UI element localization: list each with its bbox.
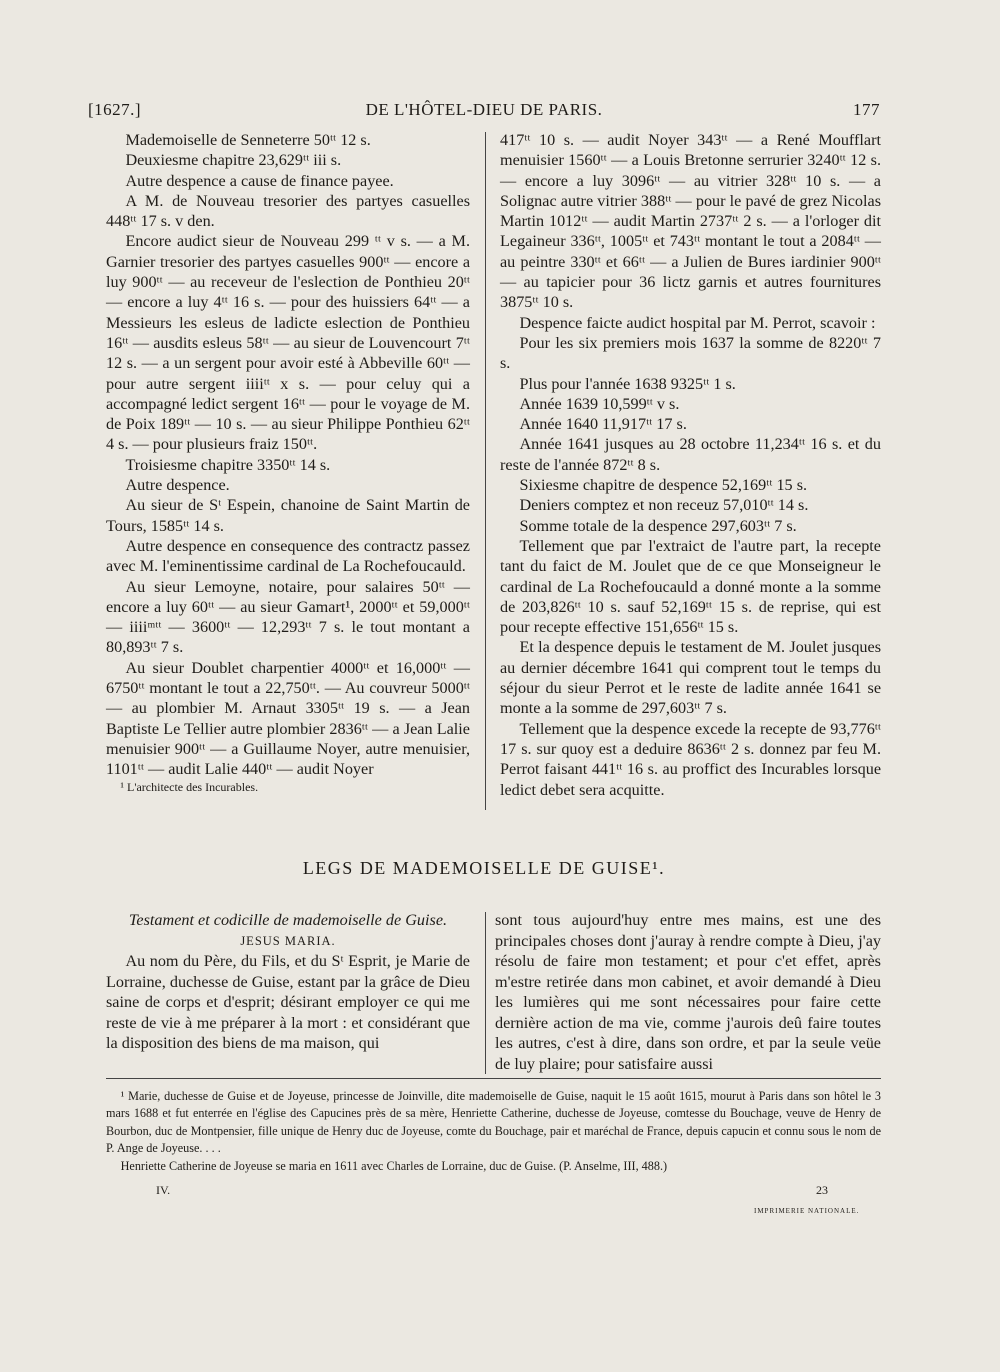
testament-left-column <box>106 910 470 1054</box>
paragraph: Autre despence en consequence des contractz passez avec M. l'eminentissime cardinal de La Rochefoucauld. <box>106 536 470 576</box>
paragraph: Somme totale de la despence 297,603ᵗᵗ 7 s. <box>519 516 797 535</box>
paragraph: Au nom du Père, du Fils, et du Sᵗ Esprit, je Marie de Lorraine, duchesse de Guise, estant par la grâce de Dieu saine de corps et d'esprit; désirant employer ce qui me reste de vie à me préparer à la mort : et considérant que la disposition des biens de ma maison, qui <box>106 952 470 1052</box>
paragraph: Troisiesme chapitre 3350ᵗᵗ 14 s. <box>125 455 331 474</box>
footnote: Henriette Catherine de Joyeuse se maria en 1611 avec Charles de Lorraine, duc de Guise. (P. Anselme, III, 488.) <box>120 1158 668 1173</box>
testament-subtitle: JESUS MARIA. <box>240 933 336 948</box>
column-footnote: ¹ L'architecte des Incurables. <box>120 779 259 794</box>
header-title: DE L'HÔTEL-DIEU DE PARIS. <box>365 100 603 119</box>
section-title: LEGS DE MADEMOISELLE DE GUISE¹. <box>302 858 666 878</box>
paragraph: Année 1639 10,599ᵗᵗ v s. <box>519 394 680 413</box>
left-column <box>106 130 470 795</box>
column-divider <box>485 912 486 1074</box>
paragraph: Tellement que la despence excede la recepte de 93,776ᵗᵗ 17 s. sur quoy est a deduire 8636ᵗᵗ 2 s. donnez par feu M. Perrot faisant 441ᵗᵗ 16 s. au proffict des Incurables lorsque ledict debet sera acquitte. <box>500 719 881 799</box>
paragraph: Sixiesme chapitre de despence 52,169ᵗᵗ 15 s. <box>519 476 808 495</box>
paragraph: Deniers comptez et non receuz 57,010ᵗᵗ 14 s. <box>519 496 809 515</box>
paragraph: Despence faicte audict hospital par M. Perrot, scavoir : <box>519 313 876 332</box>
paragraph: sont tous aujourd'huy entre mes mains, est une des principales choses dont j'auray à rendre compte à Dieu, j'ay résolu de faire mon testament; et pour c'et effet, après m'estre retirée dans mon cabinet, et avoir demandé à Dieu les lumières qui me sont nécessaires pour faire cette dernière action de ma vie, comme j'aurois deû faire toutes les autres, c'est à dire, dans son ordre, et par la seule veüe de luy plaire; pour satisfaire aussi <box>495 911 881 1073</box>
imprint: IMPRIMERIE NATIONALE. <box>754 1207 860 1215</box>
paragraph: Au sieur de Sᵗ Espein, chanoine de Saint Martin de Tours, 1585ᵗᵗ 14 s. <box>106 496 470 535</box>
footnotes <box>106 1088 881 1175</box>
running-header <box>88 100 880 128</box>
right-column <box>500 130 881 800</box>
paragraph: A M. de Nouveau tresorier des partyes casuelles 448ᵗᵗ 17 s. v den. <box>106 191 470 231</box>
paragraph: Autre despence a cause de finance payee. <box>125 171 394 190</box>
paragraph: Au sieur Doublet charpentier 4000ᵗᵗ et 16,000ᵗᵗ — 6750ᵗᵗ montant le tout a 22,750ᵗᵗ. — Au couvreur 5000ᵗᵗ — au plombier M. Arnaut 3305ᵗᵗ 19 s. — a Jean Baptiste Le Tellier autre plombier 2836ᵗᵗ — a Jean Lalie menuisier 900ᵗᵗ — a Guillaume Noyer, autre menuisier, 1101ᵗᵗ — audit Lalie 440ᵗᵗ — audit Noyer <box>106 658 470 779</box>
paragraph: Tellement que par l'extraict de l'autre part, la recepte tant du faict de M. Joulet que de ce que Monseigneur le cardinal de La Rochefoucauld a donné monte a la somme de 203,826ᵗᵗ 10 s. sauf 52,169ᵗᵗ 15 s. de reprise, qui est pour recepte effective 151,656ᵗᵗ 15 s. <box>500 536 881 637</box>
paragraph: Pour les six premiers mois 1637 la somme de 8220ᵗᵗ 7 s. <box>500 333 881 373</box>
paragraph: Encore audict sieur de Nouveau 299 ᵗᵗ v s. — a M. Garnier tresorier des partyes casuelles 900ᵗᵗ — encore a luy 900ᵗᵗ — au receveur de l'eslection de Ponthieu 20ᵗᵗ — encore a luy 4ᵗᵗ 16 s. — pour des huissiers 64ᵗᵗ — a Messieurs les esleus de ladicte eslection de Ponthieu 16ᵗᵗ — ausdits esleus 58ᵗᵗ — au sieur de Louvencourt 7ᵗᵗ 12 s. — a un sergent pour avoir esté à Abbeville 60ᵗᵗ — pour autre sergent iiiiᵗᵗ x s. — pour celuy qui a accompagné ledict sergent 16ᵗᵗ — pour le voyage de M. de Poix 189ᵗᵗ — 10 s. — au sieur Philippe Ponthieu 62ᵗᵗ 4 s. — pour plusieurs fraiz 150ᵗᵗ. <box>106 232 470 454</box>
paragraph: Deuxiesme chapitre 23,629ᵗᵗ iii s. <box>125 151 342 170</box>
footnote-rule <box>106 1078 881 1079</box>
footnote: ¹ Marie, duchesse de Guise et de Joyeuse, princesse de Joinville, dite mademoiselle de Guise, naquit le 15 août 1615, mourut à Paris dans son hôtel le 3 mars 1688 et fut enterrée en l'église des Capucines près de sa mère, Henriette Catherine, duchesse de Joyeuse, comtesse du Bouchage, veuve de Henry de Bourbon, duc de Montpensier, fille unique de Henry duc de Joyeuse, comte du Bouchage, pair et maréchal de France, depuis capucin et connu sous le nom de P. Ange de Joyeuse. . . . <box>106 1089 881 1156</box>
page-number: 177 <box>853 100 880 119</box>
header-year: [1627.] <box>88 100 142 119</box>
paragraph: Mademoiselle de Senneterre 50ᵗᵗ 12 s. <box>125 131 371 149</box>
paragraph: Année 1641 jusques au 28 octobre 11,234ᵗᵗ 16 s. et du reste de l'année 872ᵗᵗ 8 s. <box>500 435 881 474</box>
paragraph: Autre despence. <box>125 476 230 495</box>
paragraph: Au sieur Lemoyne, notaire, pour salaires 50ᵗᵗ — encore a luy 60ᵗᵗ — au sieur Gamart¹, 2000ᵗᵗ et 59,000ᵗᵗ — iiiiᵐᵗᵗ — 3600ᵗᵗ — 12,293ᵗᵗ 7 s. le tout montant a 80,893ᵗᵗ 7 s. <box>106 577 470 657</box>
paragraph: 417ᵗᵗ 10 s. — audit Noyer 343ᵗᵗ — a René Moufflart menuisier 1560ᵗᵗ — a Louis Bretonne serrurier 3240ᵗᵗ 12 s. — encore a luy 3096ᵗᵗ — au vitrier 328ᵗᵗ 10 s. — a Solignac autre vitrier 388ᵗᵗ — pour le pavé de grez Nicolas Martin 1012ᵗᵗ — audit Martin 2737ᵗᵗ 2 s. — a l'orloger dit Legaineur 336ᵗᵗ, 1005ᵗᵗ et 743ᵗᵗ montant le tout a 2084ᵗᵗ — au peintre 330ᵗᵗ et 66ᵗᵗ — a Julien de Bures iardinier 900ᵗᵗ — au tapicier pour 36 lictz garnis et autres fournitures 3875ᵗᵗ 10 s. <box>500 131 881 312</box>
paragraph: Année 1640 11,917ᵗᵗ 17 s. <box>519 415 687 434</box>
testament-title: Testament et codicille de mademoiselle de Guise. <box>128 911 448 929</box>
testament-right-column <box>495 910 881 1074</box>
paragraph: Et la despence depuis le testament de M. Joulet jusques au dernier décembre 1641 qui comprent tout le temps du séjour du sieur Perrot et le reste de ladite année 1641 se monte a la somme de 297,603ᵗᵗ 7 s. <box>500 638 881 718</box>
signature-mark: 23 <box>816 1183 828 1197</box>
volume-mark: IV. <box>156 1183 171 1197</box>
column-divider <box>485 132 486 810</box>
paragraph: Plus pour l'année 1638 9325ᵗᵗ 1 s. <box>519 374 736 393</box>
